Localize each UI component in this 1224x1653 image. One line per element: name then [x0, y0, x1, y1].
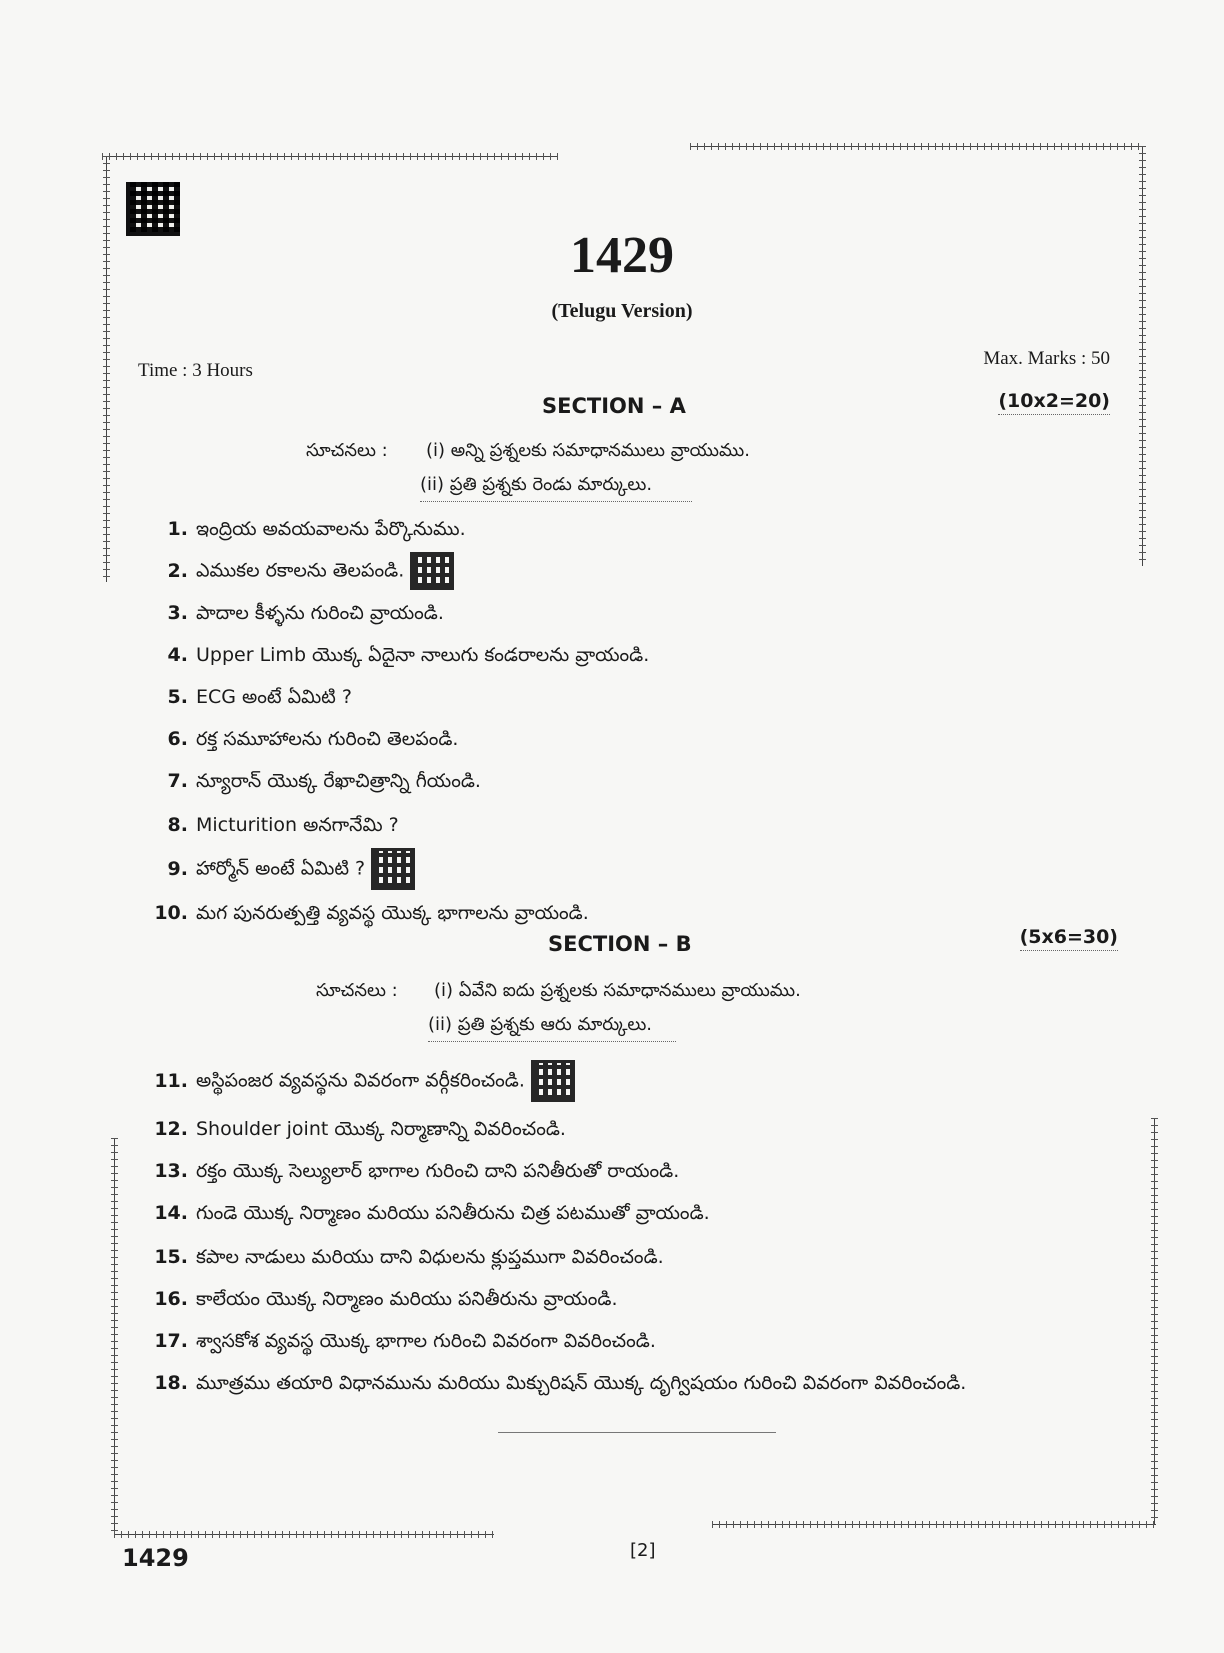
border-top-right [690, 146, 1140, 147]
question-item: 1. ఇంద్రియ అవయవాలను పేర్కొనుము. [167, 518, 466, 540]
question-item: 4. Upper Limb యొక్క ఏదైనా నాలుగు కండరాలను వ్రాయండి. [167, 644, 650, 666]
section-a-instruction-2: (ii) ప్రతి ప్రశ్నకు రెండు మార్కులు. [420, 474, 692, 502]
question-item: 16. కాలేయం యొక్క నిర్మాణం మరియు పనితీరును వ్రాయండి. [154, 1288, 618, 1310]
border-left-bottom [114, 1138, 115, 1534]
question-item: 14. గుండె యొక్క నిర్మాణం మరియు పనితీరును చిత్ర పటముతో వ్రాయండి. [154, 1202, 710, 1224]
footer-paper-code: 1429 [122, 1544, 189, 1572]
section-a-instruction-1: (i) అన్ని ప్రశ్నలకు సమాధానములు వ్రాయుము. [426, 440, 750, 461]
border-bottom-left [114, 1534, 494, 1535]
paper-code: 1429 [570, 227, 674, 284]
question-item: 9. హార్మోన్ అంటే ఏమిటి ? [150, 848, 415, 890]
question-item: 12. Shoulder joint యొక్క నిర్మాణాన్ని వివరించండి. [154, 1118, 566, 1140]
section-b-instructions-label: సూచనలు : [316, 980, 398, 1001]
page-number: [2] [630, 1540, 656, 1561]
question-item: 10. మగ పునరుత్పత్తి వ్యవస్థ యొక్క భాగాలను వ్రాయండి. [154, 902, 589, 924]
qr-code-icon [531, 1060, 575, 1102]
question-item: 7. న్యూరాన్ యొక్క రేఖాచిత్రాన్ని గీయండి. [167, 770, 481, 792]
border-left-top [106, 156, 107, 582]
border-top-left [102, 156, 558, 157]
max-marks: Max. Marks : 50 [983, 348, 1110, 369]
time-allowed: Time : 3 Hours [138, 360, 253, 381]
qr-code-icon [410, 552, 454, 590]
question-item: 13. రక్తం యొక్క సెల్యులార్ భాగాల గురించి దాని పనితీరుతో రాయండి. [154, 1160, 680, 1182]
paper-version: (Telugu Version) [551, 300, 693, 322]
question-item: 18. మూత్రము తయారి విధానమును మరియు మిక్చురిషన్ యొక్క దృగ్విషయం గురించి వివరంగా వివరించండి. [154, 1372, 967, 1394]
border-bottom-right [712, 1524, 1156, 1525]
section-a-marks: (10x2=20) [998, 390, 1110, 415]
section-b-marks: (5x6=30) [1020, 926, 1118, 951]
question-item: 5. ECG అంటే ఏమిటి ? [167, 686, 352, 708]
question-item: 11. అస్థిపంజర వ్యవస్థను వివరంగా వర్గీకరించండి. [150, 1060, 575, 1102]
end-divider [498, 1432, 776, 1433]
question-item: 6. రక్త సమూహాలను గురించి తెలపండి. [167, 728, 459, 750]
question-item: 3. పాదాల కీళ్ళను గురించి వ్రాయండి. [167, 602, 444, 624]
section-b-instruction-2: (ii) ప్రతి ప్రశ్నకు ఆరు మార్కులు. [428, 1014, 676, 1042]
border-right-top [1142, 146, 1143, 566]
border-right-bottom [1154, 1118, 1155, 1524]
question-item: 2. ఎముకల రకాలను తెలపండి. [150, 552, 454, 590]
question-item: 15. కపాల నాడులు మరియు దాని విధులను క్లుప్తముగా వివరించండి. [154, 1246, 664, 1268]
question-item: 8. Micturition అనగానేమి ? [167, 814, 399, 836]
qr-code-icon [371, 848, 415, 890]
section-b-title: SECTION – B [548, 932, 692, 956]
question-item: 17. శ్వాసకోశ వ్యవస్థ యొక్క భాగాల గురించి వివరంగా వివరించండి. [154, 1330, 656, 1352]
section-a-instructions-label: సూచనలు : [306, 440, 388, 461]
section-b-instruction-1: (i) ఏవేని ఐదు ప్రశ్నలకు సమాధానములు వ్రాయుము. [434, 980, 801, 1001]
section-a-title: SECTION – A [542, 394, 686, 418]
